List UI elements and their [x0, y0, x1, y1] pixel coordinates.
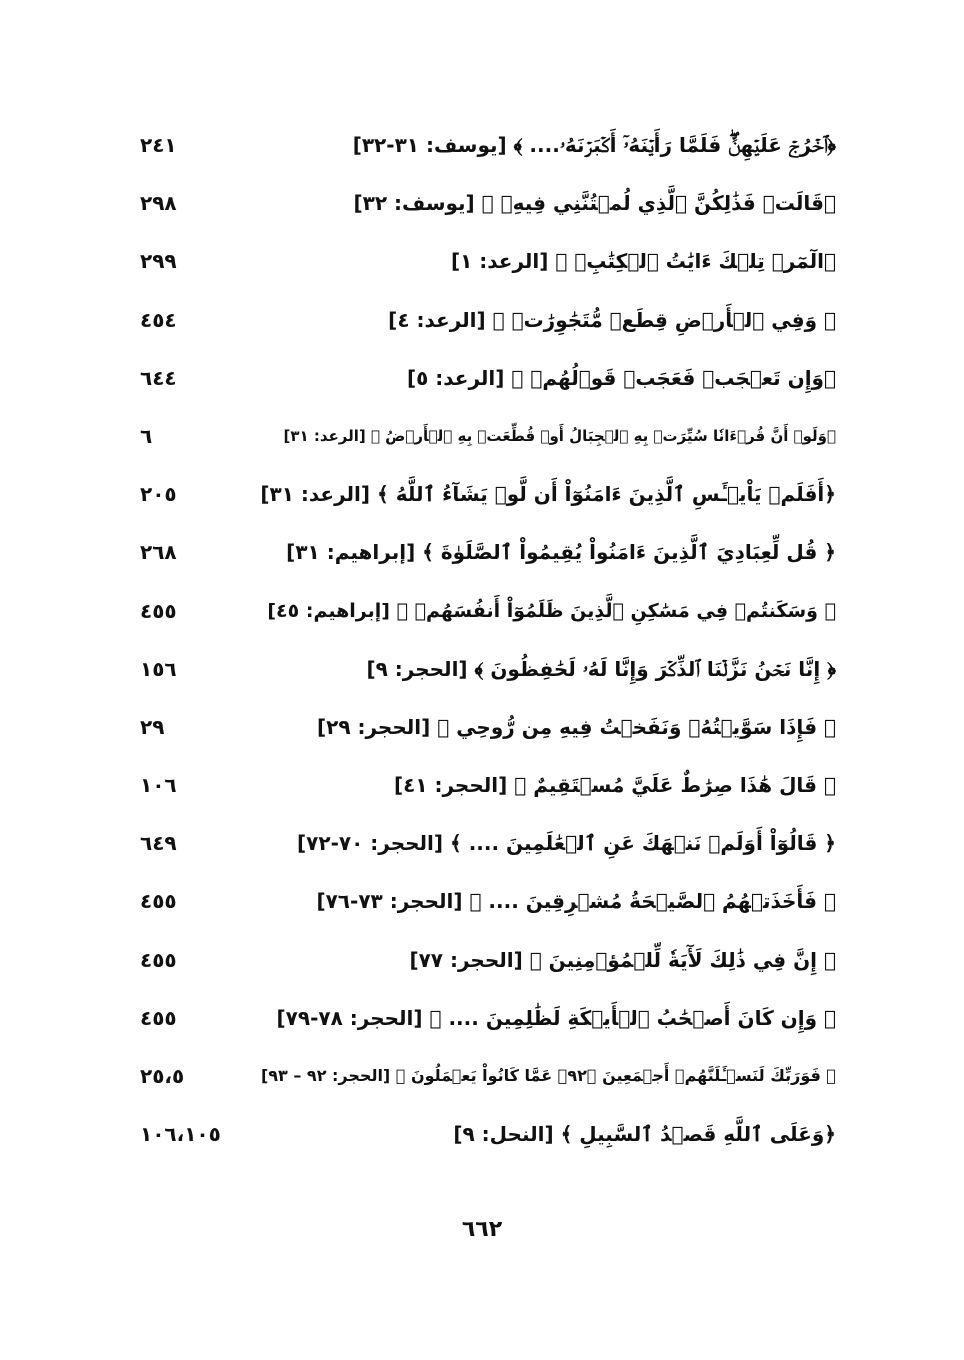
index-entry: [0, 234, 964, 292]
verse-citation: ﴿ قُل لِّعِبَادِيَ ٱلَّذِينَ ءَامَنُواْ يُقِيمُواْ ٱلصَّلَوٰةَ ﴾ [إبراهيم: ٣١]: [286, 540, 836, 565]
verse-citation: ﴿ قَالَ هَٰذَا صِرَٰطٌ عَلَيَّ مُسۡتَقِيمٌ ﴾ [الحجر: ٤١]: [393, 773, 836, 798]
index-entry: [0, 351, 964, 409]
page-reference: ٢٩٨: [140, 191, 177, 216]
page-reference: ١٥٦: [140, 656, 177, 681]
page-reference: ٢٠٥: [140, 482, 177, 507]
index-entry: [0, 118, 964, 176]
page-reference: ١٠٦،١٠٥: [140, 1122, 221, 1147]
verse-citation: ﴿ فَوَرَبِّكَ لَنَسۡـَٔلَنَّهُمۡ أَجۡمَعِينَ ﴿٩٢﴾ عَمَّا كَانُواْ يَعۡمَلُونَ ﴾ [الحجر: ٩٢ – ٩٣]: [260, 1066, 836, 1085]
verse-citation: ﴿أَفَلَمۡ يَاْيۡـَٔسِ ٱلَّذِينَ ءَامَنُوٓاْ أَن لَّوۡ يَشَآءُ ٱللَّهُ ﴾ [الرعد: ٣١]: [260, 482, 836, 507]
verse-citation: ﴿قَالَتۡ فَذَٰلِكُنَّ ٱلَّذِي لُمۡتُنَّنِي فِيهِۖ ﴾ [يوسف: ٣٢]: [353, 191, 836, 216]
index-entry: [0, 933, 964, 991]
index-entry: [0, 525, 964, 583]
verse-citation: ﴿ قَالُوٓاْ أَوَلَمۡ نَنۡهَكَ عَنِ ٱلۡعَٰلَمِينَ .... ﴾ [الحجر: ٧٠-٧٢]: [297, 831, 836, 856]
index-entry: [0, 991, 964, 1049]
page-reference: ٤٥٥: [140, 1005, 177, 1030]
page-reference: ٢٩٩: [140, 249, 177, 274]
verse-citation: ﴿وَإِن تَعۡجَبۡ فَعَجَبٞ قَوۡلُهُمۡ ﴾ [الرعد: ٥]: [406, 365, 836, 390]
index-entry: [0, 176, 964, 234]
index-entry: [0, 816, 964, 874]
page-reference: ٤٥٥: [140, 598, 177, 623]
verse-index-list: [0, 118, 964, 1165]
page-reference: ٢٥،٥: [140, 1064, 185, 1088]
verse-citation: ﴿ فَإِذَا سَوَّيۡتُهُۥ وَنَفَخۡتُ فِيهِ مِن رُّوحِي ﴾ [الحجر: ٢٩]: [316, 714, 836, 739]
index-entry: [0, 584, 964, 642]
page-reference: ٢٦٨: [140, 540, 177, 565]
verse-citation: ﴿وَلَوۡ أَنَّ قُرۡءَانٗا سُيِّرَتۡ بِهِ ٱلۡجِبَالُ أَوۡ قُطِّعَتۡ بِهِ ٱلۡأَرۡضُ ﴾ [الرعد: ٣١]: [283, 426, 836, 445]
index-entry: [0, 700, 964, 758]
index-entry: [0, 1107, 964, 1165]
verse-citation: ﴿الٓمٓرۚ تِلۡكَ ءَايَٰتُ ٱلۡكِتَٰبِۗ ﴾ [الرعد: ١]: [450, 249, 836, 274]
index-entry: [0, 409, 964, 467]
page-reference: ٤٥٥: [140, 947, 177, 972]
verse-citation: ﴿وَعَلَى ٱللَّهِ قَصۡدُ ٱلسَّبِيلِ ﴾ [النحل: ٩]: [453, 1122, 836, 1147]
page-reference: ٢٤١: [140, 133, 177, 157]
page-reference: ٦: [140, 423, 153, 448]
index-entry: [0, 293, 964, 351]
index-entry: [0, 642, 964, 700]
verse-citation: ﴿ وَإِن كَانَ أَصۡحَٰبُ ٱلۡأَيۡكَةِ لَظَٰلِمِينَ .... ﴾ [الحجر: ٧٨-٧٩]: [276, 1005, 836, 1030]
verse-citation: ﴿ إِنَّ فِي ذَٰلِكَ لَأٓيَةٗ لِّلۡمُؤۡمِنِينَ ﴾ [الحجر: ٧٧]: [409, 947, 836, 972]
index-entry: [0, 758, 964, 816]
index-entry: [0, 874, 964, 932]
page-reference: ٦٤٩: [140, 831, 177, 856]
page-number: ٦٦٢: [461, 1217, 503, 1242]
verse-citation: ﴿ فَأَخَذَتۡهُمُ ٱلصَّيۡحَةُ مُشۡرِقِينَ .... ﴾ [الحجر: ٧٣-٧٦]: [316, 889, 836, 914]
page-reference: ١٠٦: [140, 773, 177, 798]
verse-citation: ﴿ وَسَكَنتُمۡ فِي مَسَٰكِنِ ٱلَّذِينَ ظَلَمُوٓاْ أَنفُسَهُمۡ ﴾ [إبراهيم: ٤٥]: [267, 599, 836, 622]
verse-citation: ﴿ إِنَّا نَحۡنُ نَزَّلۡنَا ٱلذِّكۡرَ وَإِنَّا لَهُۥ لَحَٰفِظُونَ ﴾ [الحجر: ٩]: [366, 656, 836, 681]
page-reference: ٢٩: [140, 714, 165, 739]
index-entry: [0, 1049, 964, 1107]
verse-citation: ﴿ٱخۡرُجۡ عَلَيۡهِنَّۖ فَلَمَّا رَأَيۡنَهُۥٓ أَكۡبَرۡنَهُۥ.... ﴾ [يوسف: ٣١-٣٢]: [352, 133, 836, 157]
verse-citation: ﴿ وَفِي ٱلۡأَرۡضِ قِطَعٞ مُّتَجَٰوِرَٰتٞ ﴾ [الرعد: ٤]: [388, 307, 836, 332]
page-reference: ٤٥٥: [140, 889, 177, 914]
index-entry: [0, 467, 964, 525]
page-reference: ٤٥٤: [140, 307, 177, 332]
page-reference: ٦٤٤: [140, 365, 177, 390]
